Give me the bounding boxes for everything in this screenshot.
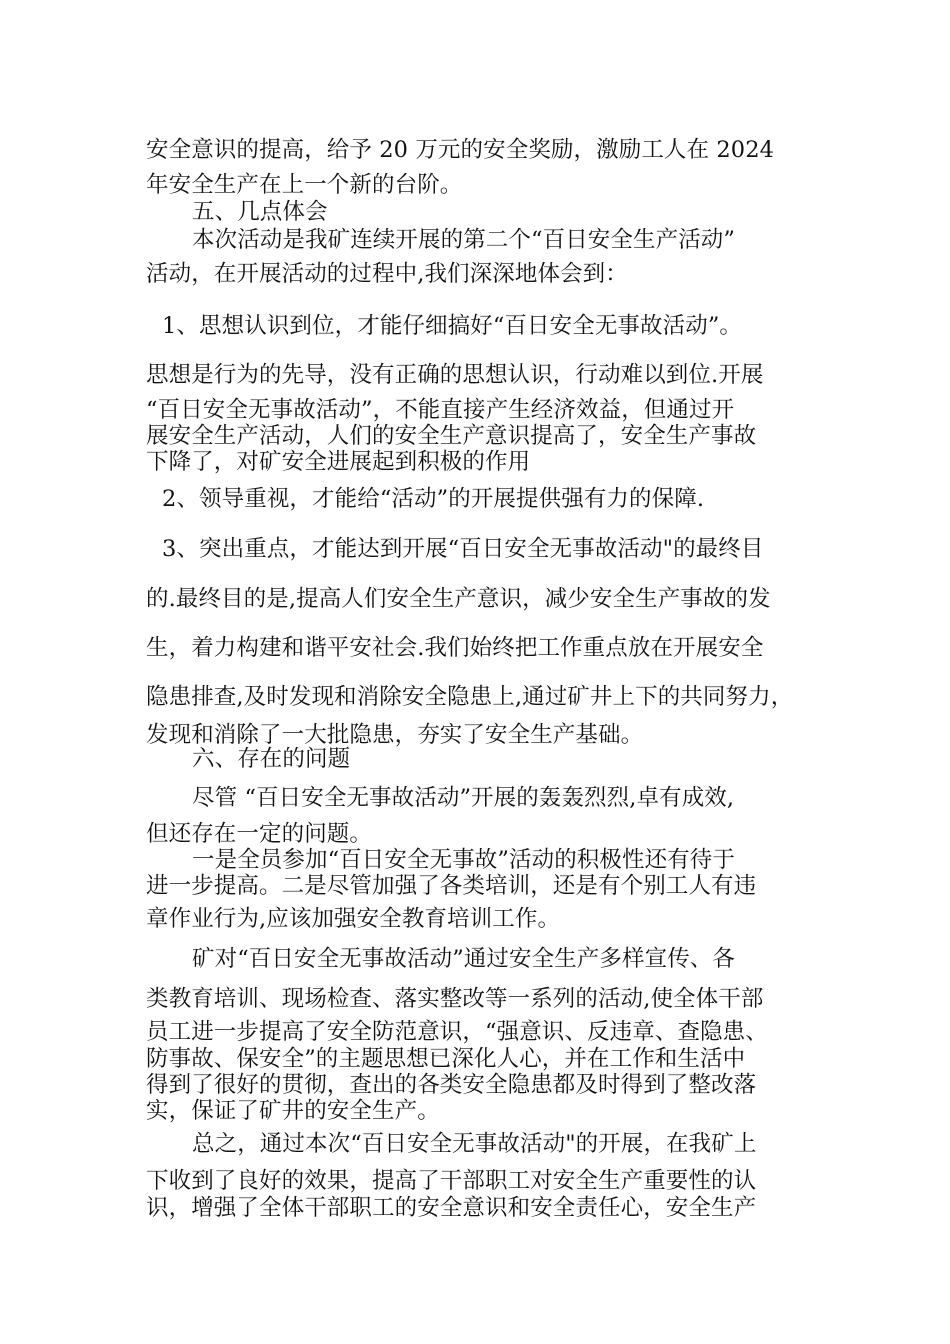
paragraph-line: 下降了，对矿安全进展起到积极的作用 <box>146 449 531 475</box>
paragraph-line: 进一步提高。二是尽管加强了各类培训，还是有个别工人有违 <box>146 873 757 899</box>
paragraph-line: 尽管 “百日安全无事故活动”开展的轰轰烈烈,卓有成效, <box>192 785 735 811</box>
paragraph-line: 得到了很好的贯彻，查出的各类安全隐患都及时得到了整改落 <box>146 1072 757 1098</box>
paragraph-line: 的.最终目的是,提高人们安全生产意识，减少安全生产事故的发 <box>146 586 771 612</box>
list-item: 3、突出重点，才能达到开展“百日安全无事故活动"的最终目 <box>162 536 764 562</box>
section-heading: 六、存在的问题 <box>192 746 351 772</box>
paragraph-line: 矿对“百日安全无事故活动”通过安全生产多样宣传、各 <box>192 946 736 972</box>
paragraph-line: 总之，通过本次“百日安全无事故活动"的开展，在我矿上 <box>192 1131 757 1157</box>
paragraph-line: 本次活动是我矿连续开展的第二个“百日安全生产活动” <box>192 227 736 253</box>
paragraph-line: 发现和消除了一大批隐患，夯实了安全生产基础。 <box>146 722 644 748</box>
paragraph-line: 思想是行为的先导，没有正确的思想认识，行动难以到位.开展 <box>146 362 764 388</box>
paragraph-line: 活动，在开展活动的过程中,我们深深地体会到： <box>146 261 628 287</box>
list-item: 1、思想认识到位，才能仔细搞好“百日安全无事故活动”。 <box>162 313 743 339</box>
paragraph-line: 防事故、保安全”的主题思想已深化人心，并在工作和生活中 <box>146 1046 746 1072</box>
paragraph-line: “百日安全无事故活动”，不能直接产生经济效益，但通过开 <box>146 397 735 423</box>
paragraph-line: 生，着力构建和谐平安社会.我们始终把工作重点放在开展安全 <box>146 635 764 661</box>
paragraph-line: 展安全生产活动，人们的安全生产意识提高了，安全生产事故 <box>146 423 757 449</box>
section-heading: 五、几点体会 <box>192 199 328 225</box>
list-item: 2、领导重视，才能给“活动”的开展提供强有力的保障. <box>162 486 705 512</box>
paragraph-line: 员工进一步提高了安全防范意识，“强意识、反违章、查隐患、 <box>146 1019 768 1045</box>
paragraph-line: 年安全生产在上一个新的台阶。 <box>146 172 463 198</box>
paragraph-line: 一是全员参加“百日安全无事故”活动的积极性还有待于 <box>192 847 736 873</box>
paragraph-line: 类教育培训、现场检查、落实整改等一系列的活动,使全体干部 <box>146 986 764 1012</box>
paragraph-line: 但还存在一定的问题。 <box>146 821 373 847</box>
paragraph-line: 安全意识的提高，给予 20 万元的安全奖励，激励工人在 2024 <box>146 137 775 163</box>
paragraph-line: 下收到了良好的效果，提高了干部职工对安全生产重要性的认 <box>146 1168 757 1194</box>
paragraph-line: 识，增强了全体干部职工的安全意识和安全责任心，安全生产 <box>146 1195 757 1221</box>
paragraph-line: 隐患排查,及时发现和消除安全隐患上,通过矿井上下的共同努力， <box>146 684 794 710</box>
paragraph-line: 实，保证了矿井的安全生产。 <box>146 1098 440 1124</box>
paragraph-line: 章作业行为,应该加强安全教育培训工作。 <box>146 906 561 932</box>
